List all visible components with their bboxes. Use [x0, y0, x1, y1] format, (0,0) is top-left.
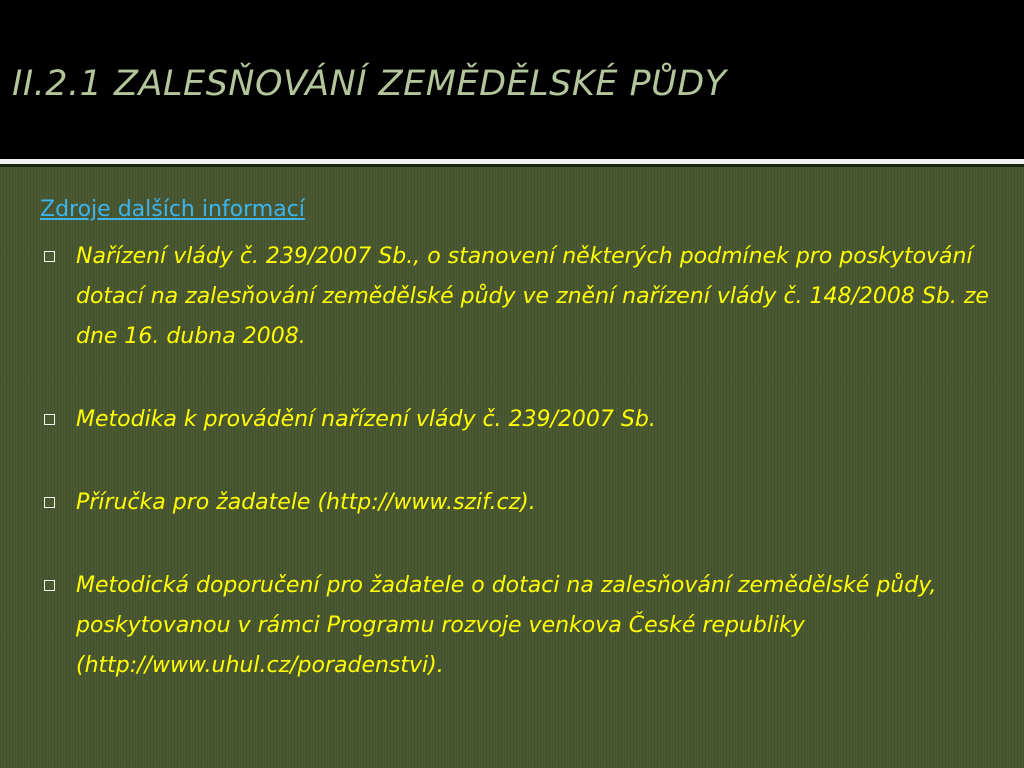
square-bullet-icon: [44, 497, 55, 508]
source-link[interactable]: Zdroje dalších informací: [40, 197, 305, 222]
title-bar: [0, 0, 1024, 159]
bullet-text: Metodika k provádění nařízení vlády č. 239/2007 Sb.: [76, 407, 656, 432]
list-item: [40, 483, 990, 523]
bullet-text: Metodická doporučení pro žadatele o dotaci na zalesňování zemědělské půdy, poskytovanou v rámci Programu rozvoje venkova České republiky (http://www.uhul.cz/poradenstvi).: [76, 573, 937, 678]
content-area: [0, 167, 1024, 768]
bullet-list: [40, 237, 990, 686]
slide-title: II.2.1 ZALESŇOVÁNÍ ZEMĚDĚLSKÉ PŮDY: [12, 64, 727, 104]
bullet-text: Příručka pro žadatele (http://www.szif.cz).: [76, 490, 536, 515]
list-item: [40, 400, 990, 440]
square-bullet-icon: [44, 580, 55, 591]
bullet-text: Nařízení vlády č. 239/2007 Sb., o stanovení některých podmínek pro poskytování dotací na zalesňování zemědělské půdy ve znění nařízení vlády č. 148/2008 Sb. ze dne 16. dubna 2008.: [76, 244, 989, 349]
list-item: [40, 237, 990, 357]
square-bullet-icon: [44, 251, 55, 262]
square-bullet-icon: [44, 414, 55, 425]
list-item: [40, 566, 990, 686]
